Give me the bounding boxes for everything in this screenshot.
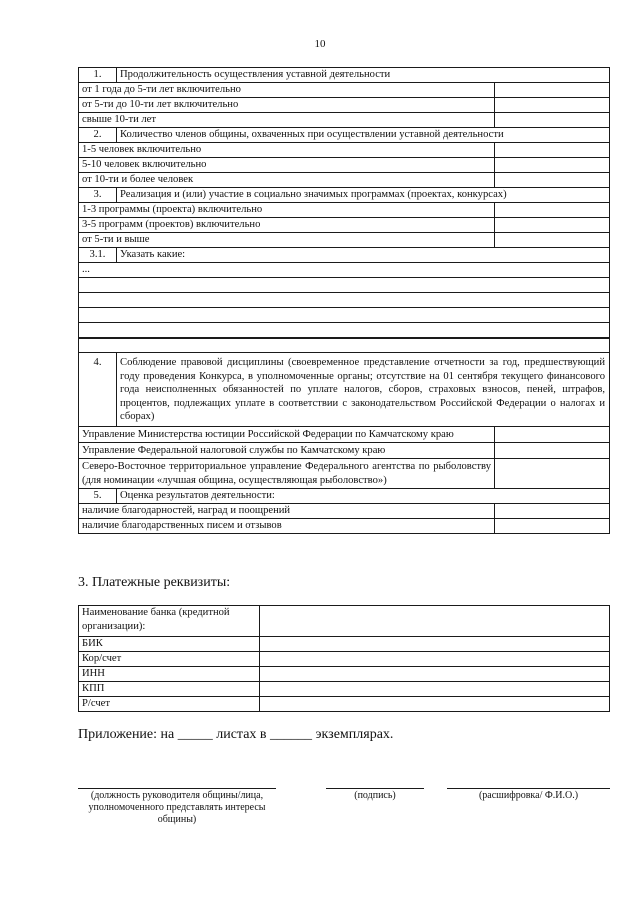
spacer-cell bbox=[79, 338, 610, 353]
field-value[interactable] bbox=[260, 697, 610, 712]
bik-row bbox=[79, 637, 610, 652]
option-row bbox=[79, 143, 610, 158]
entry-line bbox=[79, 293, 610, 308]
field-value[interactable] bbox=[260, 682, 610, 697]
option-value-cell[interactable] bbox=[495, 233, 610, 248]
option-label: 3-5 программ (проектов) включительно bbox=[79, 218, 495, 233]
signature-line[interactable] bbox=[326, 788, 424, 789]
section-title: Соблюдение правовой дисциплины (своевременное представление отчетности за год, предшествующий году проведения Конкурса, в уполномоченные органы; отсутствие на 01 сентября текущего финансового года неисполненных обязанностей по уплате налогов, сборов, страховых взносов, пеней, штрафов, процентов, подлежащих уплате в соответствии с законодательством Российской Федерации о налогах и сборах) bbox=[117, 353, 610, 427]
option-row bbox=[79, 158, 610, 173]
entry-field[interactable] bbox=[79, 278, 610, 293]
field-value[interactable] bbox=[260, 667, 610, 682]
section-number: 5. bbox=[79, 488, 117, 503]
entry-line bbox=[79, 278, 610, 293]
option-row bbox=[79, 503, 610, 518]
field-label: БИК bbox=[79, 637, 260, 652]
bank-name-row bbox=[79, 606, 610, 637]
position-signature-line[interactable] bbox=[78, 788, 276, 789]
option-label: Управление Министерства юстиции Российской Федерации по Камчатскому краю bbox=[79, 426, 495, 442]
field-label: Наименование банка (кредитной организации): bbox=[79, 606, 260, 637]
settlement-account-row bbox=[79, 697, 610, 712]
option-value-cell[interactable] bbox=[495, 442, 610, 458]
field-label: ИНН bbox=[79, 667, 260, 682]
option-value-cell[interactable] bbox=[495, 426, 610, 442]
option-row bbox=[79, 173, 610, 188]
subsection-header-row bbox=[79, 248, 610, 263]
option-value-cell[interactable] bbox=[495, 518, 610, 533]
inn-row bbox=[79, 667, 610, 682]
section-header-row bbox=[79, 488, 610, 503]
field-label: КПП bbox=[79, 682, 260, 697]
entry-field[interactable] bbox=[79, 308, 610, 323]
option-value-cell[interactable] bbox=[495, 173, 610, 188]
section-number: 3. bbox=[79, 188, 117, 203]
subsection-number: 3.1. bbox=[79, 248, 117, 263]
entry-line bbox=[79, 263, 610, 278]
option-value-cell[interactable] bbox=[495, 83, 610, 98]
entry-line bbox=[79, 308, 610, 323]
option-row bbox=[79, 426, 610, 442]
option-value-cell[interactable] bbox=[495, 113, 610, 128]
name-signature-line[interactable] bbox=[447, 788, 610, 789]
field-value[interactable] bbox=[260, 652, 610, 667]
option-value-cell[interactable] bbox=[495, 143, 610, 158]
field-value[interactable] bbox=[260, 637, 610, 652]
entry-field[interactable] bbox=[79, 323, 610, 338]
option-row bbox=[79, 233, 610, 248]
subsection-title: Указать какие: bbox=[117, 248, 610, 263]
option-label: от 5-ти и выше bbox=[79, 233, 495, 248]
payment-section-title: 3. Платежные реквизиты: bbox=[78, 575, 231, 590]
option-label: 5-10 человек включительно bbox=[79, 158, 495, 173]
option-label: от 10-ти и более человек bbox=[79, 173, 495, 188]
spacer-row bbox=[79, 338, 610, 353]
option-row bbox=[79, 218, 610, 233]
option-value-cell[interactable] bbox=[495, 503, 610, 518]
correspondent-account-row bbox=[79, 652, 610, 667]
appendix-line: Приложение: на _____ листах в ______ экземплярах. bbox=[78, 727, 394, 742]
section-number: 4. bbox=[79, 353, 117, 427]
payment-details-table bbox=[78, 605, 610, 712]
field-label: Р/счет bbox=[79, 697, 260, 712]
entry-field[interactable] bbox=[79, 293, 610, 308]
page-number: 10 bbox=[314, 38, 326, 50]
field-value[interactable] bbox=[260, 606, 610, 637]
option-row bbox=[79, 98, 610, 113]
option-label: от 5-ти до 10-ти лет включительно bbox=[79, 98, 495, 113]
criteria-table bbox=[78, 67, 610, 534]
name-caption: (расшифровка/ Ф.И.О.) bbox=[478, 790, 579, 801]
section-title: Количество членов общины, охваченных при осуществлении уставной деятельности bbox=[117, 128, 610, 143]
section-header-row bbox=[79, 188, 610, 203]
option-row bbox=[79, 203, 610, 218]
option-label: свыше 10-ти лет bbox=[79, 113, 495, 128]
option-label: Северо-Восточное территориальное управление Федерального агентства по рыболовству (для номинации «лучшая община, осуществляющая рыболовство») bbox=[79, 458, 495, 488]
option-row bbox=[79, 518, 610, 533]
entry-field[interactable]: ... bbox=[79, 263, 610, 278]
option-label: Управление Федеральной налоговой службы по Камчатскому краю bbox=[79, 442, 495, 458]
section-number: 1. bbox=[79, 68, 117, 83]
field-label: Кор/счет bbox=[79, 652, 260, 667]
option-value-cell[interactable] bbox=[495, 203, 610, 218]
section-title: Оценка результатов деятельности: bbox=[117, 488, 610, 503]
option-label: наличие благодарностей, наград и поощрений bbox=[79, 503, 495, 518]
section-header-row bbox=[79, 68, 610, 83]
option-value-cell[interactable] bbox=[495, 98, 610, 113]
option-value-cell[interactable] bbox=[495, 218, 610, 233]
option-label: 1-3 программы (проекта) включительно bbox=[79, 203, 495, 218]
option-row bbox=[79, 113, 610, 128]
position-caption: (должность руководителя общины/лица, уполномоченного представлять интересы общины) bbox=[88, 790, 266, 825]
section-title: Продолжительность осуществления уставной деятельности bbox=[117, 68, 610, 83]
option-label: 1-5 человек включительно bbox=[79, 143, 495, 158]
option-row bbox=[79, 442, 610, 458]
option-row bbox=[79, 458, 610, 488]
entry-line bbox=[79, 323, 610, 338]
signature-caption: (подпись) bbox=[354, 790, 396, 801]
option-row bbox=[79, 83, 610, 98]
section-number: 2. bbox=[79, 128, 117, 143]
option-label: наличие благодарственных писем и отзывов bbox=[79, 518, 495, 533]
option-value-cell[interactable] bbox=[495, 458, 610, 488]
section-header-row bbox=[79, 353, 610, 427]
option-label: от 1 года до 5-ти лет включительно bbox=[79, 83, 495, 98]
kpp-row bbox=[79, 682, 610, 697]
section-header-row bbox=[79, 128, 610, 143]
section-title: Реализация и (или) участие в социально значимых программах (проектах, конкурсах) bbox=[117, 188, 610, 203]
option-value-cell[interactable] bbox=[495, 158, 610, 173]
